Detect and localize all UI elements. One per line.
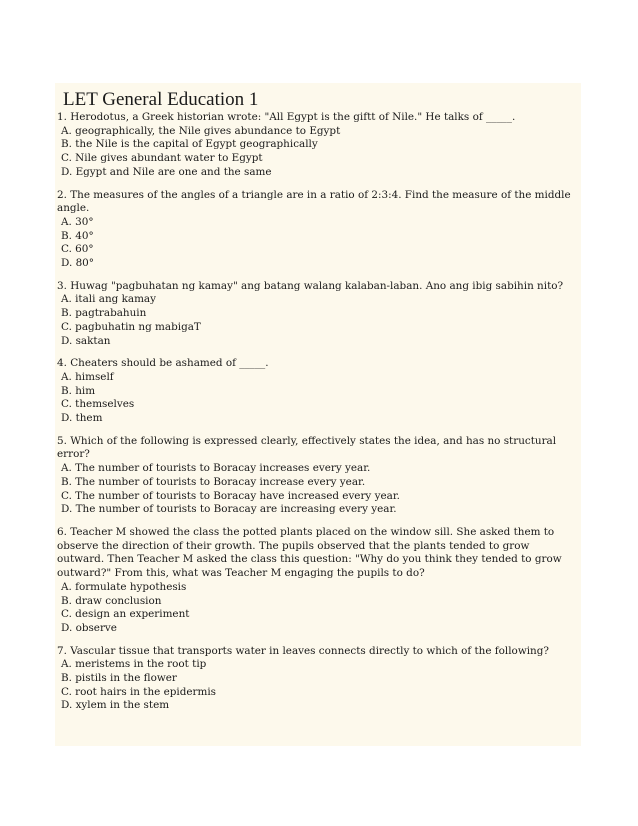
question-5 xyxy=(57,435,581,517)
answer-option: C. pagbuhatin ng mabigaT xyxy=(61,320,201,333)
answer-option: A. itali ang kamay xyxy=(61,293,157,306)
spacer xyxy=(55,180,581,189)
spacer xyxy=(55,636,581,645)
answer-option: A. himself xyxy=(61,370,114,383)
answer-option: C. root hairs in the epidermis xyxy=(61,685,216,698)
question-6 xyxy=(57,526,581,636)
question-text: 2. The measures of the angles of a triangle are in a ratio of 2:3:4. Find the measure of the middle angle. xyxy=(57,188,571,215)
answer-option: A. 30° xyxy=(61,215,94,228)
question-4 xyxy=(57,357,581,426)
question-text: 7. Vascular tissue that transports water in leaves connects directly to which of the following? xyxy=(57,644,549,657)
answer-option: D. Egypt and Nile are one and the same xyxy=(61,165,272,178)
question-1 xyxy=(57,111,581,180)
spacer xyxy=(55,348,581,357)
answer-option: B. him xyxy=(61,384,96,397)
answer-option: C. The number of tourists to Boracay have increased every year. xyxy=(61,489,400,502)
answer-option: B. the Nile is the capital of Egypt geographically xyxy=(61,138,318,151)
exam-page xyxy=(55,83,581,746)
question-text: 5. Which of the following is expressed clearly, effectively states the idea, and has no structural error? xyxy=(57,434,557,461)
answer-option: B. pistils in the flower xyxy=(61,672,177,685)
question-3 xyxy=(57,280,581,349)
answer-option: B. draw conclusion xyxy=(61,594,162,607)
answer-option: B. The number of tourists to Boracay increase every year. xyxy=(61,475,366,488)
answer-option: C. 60° xyxy=(61,243,94,256)
answer-option: A. meristems in the root tip xyxy=(61,658,207,671)
answer-option: C. Nile gives abundant water to Egypt xyxy=(61,152,263,165)
spacer xyxy=(55,517,581,526)
answer-option: B. 40° xyxy=(61,229,94,242)
answer-option: D. observe xyxy=(61,621,117,634)
answer-option: D. The number of tourists to Boracay are increasing every year. xyxy=(61,503,397,516)
answer-option: A. geographically, the Nile gives abundance to Egypt xyxy=(61,124,341,137)
question-text: 1. Herodotus, a Greek historian wrote: "All Egypt is the giftt of Nile." He talks of _____. xyxy=(57,111,516,123)
question-text: 6. Teacher M showed the class the potted plants placed on the window sill. She asked them to observe the direction of their growth. The pupils observed that the plants tended to grow outward. Then Teacher M asked the class this question: "Why do you think they tended to grow outward?" From this, what was Teacher M engaging the pupils to do? xyxy=(57,525,562,580)
answer-option: D. saktan xyxy=(61,334,111,347)
question-text: 3. Huwag "pagbuhatan ng kamay" ang batang walang kalaban-laban. Ano ang ibig sabihin nito? xyxy=(57,279,564,292)
answer-option: D. 80° xyxy=(61,257,94,270)
answer-option: A. formulate hypothesis xyxy=(61,580,187,593)
document-title: LET General Education 1 xyxy=(63,89,259,110)
answer-option: C. design an experiment xyxy=(61,608,190,621)
question-7 xyxy=(57,645,581,714)
question-2 xyxy=(57,189,581,271)
answer-option: D. them xyxy=(61,412,103,425)
question-text: 4. Cheaters should be ashamed of _____. xyxy=(57,357,269,370)
answer-option: B. pagtrabahuin xyxy=(61,307,147,320)
spacer xyxy=(55,271,581,280)
answer-option: C. themselves xyxy=(61,398,135,411)
spacer xyxy=(55,426,581,435)
answer-option: D. xylem in the stem xyxy=(61,699,170,712)
answer-option: A. The number of tourists to Boracay increases every year. xyxy=(61,462,371,475)
